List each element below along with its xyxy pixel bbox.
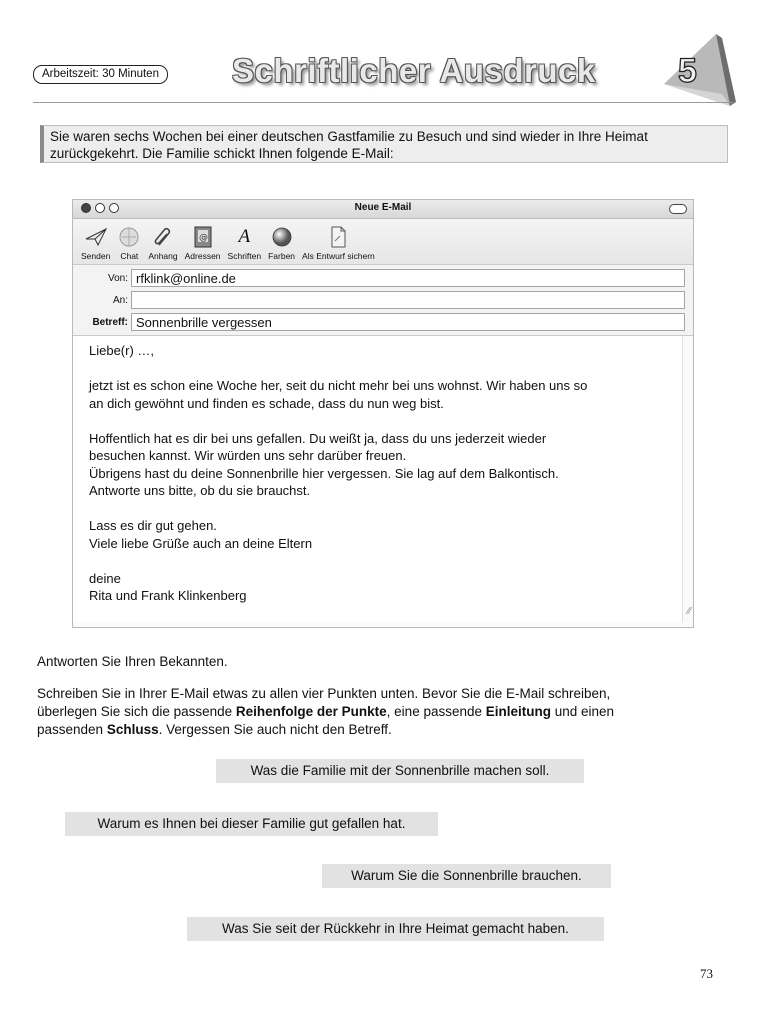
mail-window-title: Neue E-Mail [354,202,412,213]
section-number: 5 [678,52,697,90]
from-label: Von: [107,272,128,284]
point-sunglasses-family: Was die Familie mit der Sonnenbrille machen soll. [216,759,584,783]
mail-greeting: Liebe(r) …, [89,343,155,358]
paperclip-icon [151,225,175,249]
mail-window [72,199,694,628]
point-why-liked-family: Warum es Ihnen bei dieser Familie gut gefallen hat. [65,812,438,836]
attachment-button[interactable]: Anhang [148,225,177,261]
font-icon: A [238,226,251,247]
draft-icon [326,225,350,249]
mail-titlebar [73,200,693,219]
svg-text:@: @ [198,233,208,243]
fonts-button[interactable]: A Schriften [227,226,262,261]
header-fields [73,265,693,336]
subject-label: Betreff: [92,316,128,328]
header-divider [33,102,733,103]
chat-button[interactable]: Chat [117,225,141,261]
mail-signature: deine Rita und Frank Klinkenberg [89,570,247,603]
mail-scrollbar[interactable] [682,336,693,622]
resize-handle-icon[interactable]: ⁄⁄ [687,605,691,617]
chat-icon [117,225,141,249]
task-description: Schreiben Sie in Ihrer E-Mail etwas zu allen vier Punkten unten. Bevor Sie die E-Mail schreiben, überlegen Sie sich die passende Reihenfolge der Punkte, eine passende Einleitung und einen passenden Schluss. Vergessen Sie auch nicht den Betreff. [37,686,615,737]
from-row [73,267,693,289]
subject-row [73,311,693,333]
send-button[interactable]: Senden [81,225,110,261]
point-since-return: Was Sie seit der Rückkehr in Ihre Heimat gemacht haben. [187,917,604,941]
colors-button[interactable]: Farben [268,225,295,261]
mail-paragraph-1: jetzt ist es schon eine Woche her, seit du nicht mehr bei uns wohnst. Wir haben uns so an dich gewöhnt und finden es schade, dass du nun weg bist. [89,378,588,411]
color-icon [270,225,294,249]
to-label: An: [112,294,128,306]
section-badge [646,34,736,108]
point-why-need-sunglasses: Warum Sie die Sonnenbrille brauchen. [322,864,611,888]
save-draft-button[interactable]: Als Entwurf sichern [302,225,375,261]
task-instruction: Antworten Sie Ihren Bekannten. [37,654,228,669]
time-label: Arbeitszeit: 30 Minuten [33,65,168,84]
page-title: Schriftlicher Ausdruck [232,52,596,89]
to-field[interactable] [131,291,685,309]
mail-paragraph-2: Hoffentlich hat es dir bei uns gefallen. Du weißt ja, dass du uns jederzeit wieder besuchen kannst. Wir würden uns sehr darüber freuen. Übrigens hast du deine Sonnenbrille hier vergessen. Sie lag auf dem Balkontisch. Antworte uns bitte, ob du sie brauchst. [89,430,559,498]
mail-paragraph-3: Lass es dir gut gehen. Viele liebe Grüße auch an deine Eltern [89,518,313,551]
intro-text: Sie waren sechs Wochen bei einer deutschen Gastfamilie zu Besuch und sind wieder in Ihre Heimat zurückgekehrt. Die Familie schickt Ihnen folgende E-Mail: [40,125,728,163]
to-row [73,289,693,311]
subject-field[interactable]: Sonnenbrille vergessen [131,313,685,331]
page-number: 73 [700,966,713,981]
send-icon [84,225,108,249]
addresses-button[interactable]: @ Adressen [185,225,221,261]
address-book-icon [191,225,215,249]
toolbar-toggle-icon[interactable] [669,204,687,214]
mail-toolbar [73,219,693,265]
mail-body[interactable] [73,336,693,622]
from-field[interactable]: rfklink@online.de [131,269,685,287]
